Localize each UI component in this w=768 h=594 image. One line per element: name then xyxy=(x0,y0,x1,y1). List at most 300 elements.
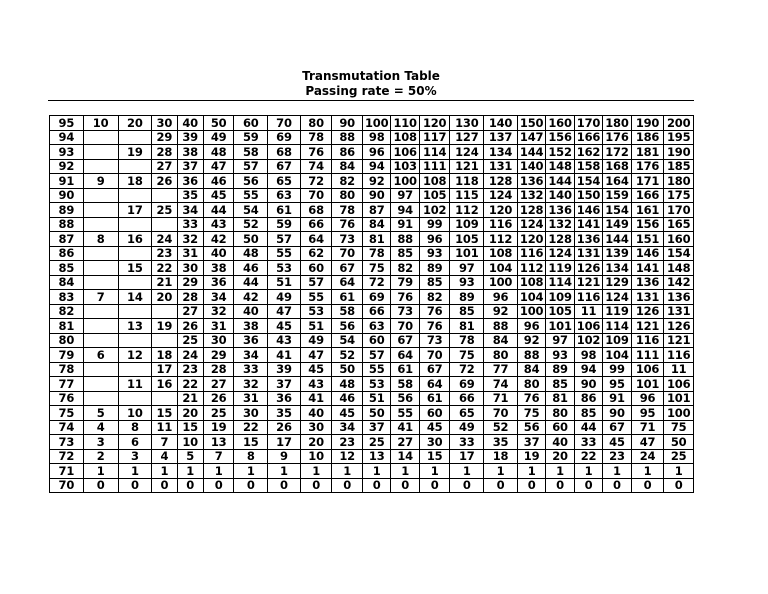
table-cell: 195 xyxy=(664,130,694,145)
table-cell: 4 xyxy=(83,420,118,435)
table-cell: 108 xyxy=(391,130,419,145)
table-cell: 160 xyxy=(546,116,574,131)
row-score-cell: 80 xyxy=(50,333,84,348)
table-cell: 151 xyxy=(631,232,664,247)
table-cell: 112 xyxy=(450,203,484,218)
table-cell: 1 xyxy=(177,464,203,479)
table-cell: 23 xyxy=(177,362,203,377)
table-cell: 10 xyxy=(177,435,203,450)
table-cell: 144 xyxy=(517,145,545,160)
table-cell: 0 xyxy=(664,478,694,493)
table-cell: 21 xyxy=(152,275,177,290)
table-cell: 142 xyxy=(664,275,694,290)
table-row xyxy=(50,377,694,392)
table-cell: 17 xyxy=(268,435,301,450)
table-cell: 76 xyxy=(332,217,363,232)
table-cell: 23 xyxy=(152,246,177,261)
table-cell: 106 xyxy=(574,319,602,334)
table-cell: 53 xyxy=(268,261,301,276)
table-cell: 22 xyxy=(152,261,177,276)
table-cell: 154 xyxy=(664,246,694,261)
table-cell: 90 xyxy=(362,188,390,203)
table-cell: 91 xyxy=(391,217,419,232)
table-cell: 14 xyxy=(391,449,419,464)
table-cell: 136 xyxy=(546,203,574,218)
table-cell: 124 xyxy=(603,290,631,305)
table-cell: 114 xyxy=(419,145,450,160)
table-cell: 56 xyxy=(332,319,363,334)
table-cell: 117 xyxy=(419,130,450,145)
table-cell: 8 xyxy=(83,232,118,247)
table-cell: 23 xyxy=(332,435,363,450)
table-cell: 81 xyxy=(450,319,484,334)
table-cell: 78 xyxy=(332,203,363,218)
table-cell: 88 xyxy=(484,319,518,334)
table-cell: 128 xyxy=(546,232,574,247)
table-cell xyxy=(118,159,152,174)
table-cell: 124 xyxy=(546,246,574,261)
table-cell: 92 xyxy=(484,304,518,319)
table-cell: 50 xyxy=(664,435,694,450)
table-cell: 96 xyxy=(631,391,664,406)
table-cell: 68 xyxy=(268,145,301,160)
table-cell xyxy=(118,275,152,290)
table-cell: 1 xyxy=(83,464,118,479)
table-cell: 166 xyxy=(631,188,664,203)
table-cell: 38 xyxy=(203,261,234,276)
table-cell: 2 xyxy=(83,449,118,464)
table-cell: 72 xyxy=(300,174,332,189)
table-cell: 126 xyxy=(631,304,664,319)
table-cell: 15 xyxy=(118,261,152,276)
table-cell: 76 xyxy=(300,145,332,160)
table-cell: 46 xyxy=(203,174,234,189)
table-cell: 93 xyxy=(546,348,574,363)
table-cell: 124 xyxy=(517,217,545,232)
row-score-cell: 81 xyxy=(50,319,84,334)
table-cell: 99 xyxy=(603,362,631,377)
table-cell: 111 xyxy=(419,159,450,174)
table-cell: 80 xyxy=(332,188,363,203)
table-cell: 105 xyxy=(546,304,574,319)
table-cell: 128 xyxy=(484,174,518,189)
table-cell xyxy=(118,362,152,377)
table-cell: 37 xyxy=(362,420,390,435)
table-cell: 136 xyxy=(574,232,602,247)
table-cell: 88 xyxy=(391,232,419,247)
table-row xyxy=(50,464,694,479)
table-cell: 108 xyxy=(419,174,450,189)
table-cell: 33 xyxy=(574,435,602,450)
table-cell: 1 xyxy=(300,464,332,479)
table-cell: 25 xyxy=(203,406,234,421)
table-cell: 60 xyxy=(362,333,390,348)
table-cell: 59 xyxy=(234,130,268,145)
table-cell: 140 xyxy=(484,116,518,131)
table-cell: 17 xyxy=(450,449,484,464)
table-cell: 52 xyxy=(332,348,363,363)
table-cell: 7 xyxy=(203,449,234,464)
table-cell: 134 xyxy=(484,145,518,160)
table-cell: 28 xyxy=(152,145,177,160)
table-cell: 100 xyxy=(484,275,518,290)
table-cell: 170 xyxy=(664,203,694,218)
table-cell: 124 xyxy=(450,145,484,160)
table-cell: 60 xyxy=(419,406,450,421)
table-cell: 146 xyxy=(574,203,602,218)
table-cell: 3 xyxy=(83,435,118,450)
table-cell: 85 xyxy=(546,377,574,392)
table-cell: 10 xyxy=(118,406,152,421)
table-cell: 50 xyxy=(203,116,234,131)
table-cell: 90 xyxy=(332,116,363,131)
table-row xyxy=(50,290,694,305)
table-cell: 79 xyxy=(391,275,419,290)
table-cell: 36 xyxy=(268,391,301,406)
table-cell: 121 xyxy=(664,333,694,348)
table-row xyxy=(50,420,694,435)
table-row xyxy=(50,203,694,218)
table-row xyxy=(50,275,694,290)
table-cell: 172 xyxy=(603,145,631,160)
table-cell: 55 xyxy=(234,188,268,203)
table-cell: 105 xyxy=(450,232,484,247)
row-score-cell: 92 xyxy=(50,159,84,174)
table-cell: 0 xyxy=(391,478,419,493)
table-cell: 70 xyxy=(332,246,363,261)
table-cell: 67 xyxy=(332,261,363,276)
table-cell: 108 xyxy=(484,246,518,261)
table-cell: 147 xyxy=(517,130,545,145)
table-cell: 0 xyxy=(118,478,152,493)
table-cell: 95 xyxy=(603,377,631,392)
table-cell: 1 xyxy=(574,464,602,479)
table-cell: 9 xyxy=(83,174,118,189)
table-cell: 0 xyxy=(546,478,574,493)
table-cell: 1 xyxy=(546,464,574,479)
table-cell: 12 xyxy=(332,449,363,464)
table-cell: 156 xyxy=(631,217,664,232)
table-cell: 76 xyxy=(419,319,450,334)
table-cell: 84 xyxy=(332,159,363,174)
table-cell: 109 xyxy=(603,333,631,348)
table-cell: 84 xyxy=(484,333,518,348)
table-cell: 47 xyxy=(268,304,301,319)
table-cell: 40 xyxy=(177,116,203,131)
table-cell: 7 xyxy=(152,435,177,450)
table-cell: 109 xyxy=(546,290,574,305)
table-cell: 110 xyxy=(391,116,419,131)
table-cell: 0 xyxy=(177,478,203,493)
table-cell: 68 xyxy=(300,203,332,218)
table-cell xyxy=(118,188,152,203)
table-cell: 3 xyxy=(118,449,152,464)
table-cell: 86 xyxy=(332,145,363,160)
table-cell: 11 xyxy=(664,362,694,377)
table-cell: 89 xyxy=(419,261,450,276)
table-cell: 15 xyxy=(177,420,203,435)
table-cell: 95 xyxy=(631,406,664,421)
table-cell: 27 xyxy=(391,435,419,450)
table-cell: 120 xyxy=(484,203,518,218)
table-cell: 19 xyxy=(203,420,234,435)
row-score-cell: 89 xyxy=(50,203,84,218)
row-score-cell: 71 xyxy=(50,464,84,479)
table-cell: 119 xyxy=(546,261,574,276)
table-cell xyxy=(83,188,118,203)
table-row xyxy=(50,188,694,203)
table-cell: 0 xyxy=(152,478,177,493)
table-cell: 80 xyxy=(300,116,332,131)
table-cell: 29 xyxy=(203,348,234,363)
table-cell: 74 xyxy=(300,159,332,174)
table-cell: 0 xyxy=(517,478,545,493)
table-cell: 1 xyxy=(664,464,694,479)
table-cell: 64 xyxy=(391,348,419,363)
table-cell: 100 xyxy=(391,174,419,189)
table-cell xyxy=(83,391,118,406)
table-cell: 105 xyxy=(419,188,450,203)
table-cell xyxy=(118,333,152,348)
table-cell: 72 xyxy=(450,362,484,377)
table-cell: 159 xyxy=(603,188,631,203)
table-cell: 25 xyxy=(362,435,390,450)
table-cell: 19 xyxy=(517,449,545,464)
table-row xyxy=(50,304,694,319)
table-cell: 67 xyxy=(268,159,301,174)
table-cell: 58 xyxy=(391,377,419,392)
table-cell: 46 xyxy=(234,261,268,276)
table-cell: 132 xyxy=(546,217,574,232)
table-cell: 89 xyxy=(450,290,484,305)
row-score-cell: 95 xyxy=(50,116,84,131)
table-cell: 6 xyxy=(83,348,118,363)
table-cell: 96 xyxy=(362,145,390,160)
table-cell xyxy=(83,130,118,145)
table-cell: 84 xyxy=(362,217,390,232)
table-cell xyxy=(152,304,177,319)
table-cell: 181 xyxy=(631,145,664,160)
table-cell xyxy=(118,217,152,232)
table-cell: 80 xyxy=(517,377,545,392)
table-cell: 13 xyxy=(362,449,390,464)
table-cell: 0 xyxy=(603,478,631,493)
table-cell: 43 xyxy=(268,333,301,348)
table-cell: 1 xyxy=(517,464,545,479)
table-cell: 31 xyxy=(234,391,268,406)
table-cell: 35 xyxy=(177,188,203,203)
table-cell: 80 xyxy=(484,348,518,363)
row-score-cell: 70 xyxy=(50,478,84,493)
table-cell: 93 xyxy=(450,275,484,290)
table-cell xyxy=(83,319,118,334)
table-cell: 47 xyxy=(631,435,664,450)
table-cell: 78 xyxy=(300,130,332,145)
row-score-cell: 79 xyxy=(50,348,84,363)
table-cell: 148 xyxy=(546,159,574,174)
table-cell: 63 xyxy=(268,188,301,203)
table-cell: 45 xyxy=(268,319,301,334)
table-cell: 57 xyxy=(268,232,301,247)
table-cell: 29 xyxy=(177,275,203,290)
table-cell: 1 xyxy=(332,464,363,479)
table-cell: 37 xyxy=(268,377,301,392)
table-cell: 103 xyxy=(391,159,419,174)
table-cell xyxy=(152,333,177,348)
table-cell: 90 xyxy=(603,406,631,421)
table-cell: 0 xyxy=(83,478,118,493)
table-cell: 41 xyxy=(268,348,301,363)
table-cell: 175 xyxy=(664,188,694,203)
table-cell: 4 xyxy=(152,449,177,464)
table-cell: 61 xyxy=(332,290,363,305)
table-cell: 97 xyxy=(546,333,574,348)
transmutation-table xyxy=(49,115,694,493)
table-cell: 49 xyxy=(300,333,332,348)
table-cell: 14 xyxy=(118,290,152,305)
table-cell: 88 xyxy=(517,348,545,363)
table-cell xyxy=(118,246,152,261)
table-cell: 15 xyxy=(152,406,177,421)
table-cell: 66 xyxy=(450,391,484,406)
table-cell: 52 xyxy=(484,420,518,435)
table-cell xyxy=(83,246,118,261)
table-cell: 1 xyxy=(234,464,268,479)
table-cell: 12 xyxy=(118,348,152,363)
row-score-cell: 72 xyxy=(50,449,84,464)
row-score-cell: 76 xyxy=(50,391,84,406)
table-cell: 18 xyxy=(484,449,518,464)
table-cell: 34 xyxy=(234,348,268,363)
table-cell: 75 xyxy=(517,406,545,421)
table-cell: 121 xyxy=(450,159,484,174)
table-cell: 15 xyxy=(419,449,450,464)
table-cell: 45 xyxy=(603,435,631,450)
table-cell: 200 xyxy=(664,116,694,131)
table-cell: 18 xyxy=(152,348,177,363)
table-cell: 165 xyxy=(664,217,694,232)
table-cell: 162 xyxy=(574,145,602,160)
table-cell xyxy=(83,217,118,232)
row-score-cell: 74 xyxy=(50,420,84,435)
table-cell: 1 xyxy=(152,464,177,479)
table-cell: 88 xyxy=(332,130,363,145)
table-cell: 61 xyxy=(391,362,419,377)
table-cell: 120 xyxy=(517,232,545,247)
table-cell: 116 xyxy=(664,348,694,363)
table-cell: 94 xyxy=(391,203,419,218)
table-cell: 5 xyxy=(83,406,118,421)
table-cell: 137 xyxy=(484,130,518,145)
table-cell: 13 xyxy=(203,435,234,450)
table-cell: 190 xyxy=(664,145,694,160)
table-cell: 164 xyxy=(603,174,631,189)
table-cell: 176 xyxy=(631,159,664,174)
table-cell: 26 xyxy=(177,319,203,334)
table-cell: 33 xyxy=(177,217,203,232)
table-cell: 116 xyxy=(517,246,545,261)
table-row xyxy=(50,246,694,261)
table-row xyxy=(50,145,694,160)
table-cell xyxy=(83,145,118,160)
page-subtitle: Passing rate = 50% xyxy=(305,84,437,98)
table-cell: 58 xyxy=(332,304,363,319)
table-cell: 26 xyxy=(152,174,177,189)
table-cell: 26 xyxy=(203,391,234,406)
table-cell: 1 xyxy=(484,464,518,479)
table-cell: 81 xyxy=(362,232,390,247)
table-cell: 100 xyxy=(664,406,694,421)
table-cell xyxy=(152,188,177,203)
table-cell: 30 xyxy=(152,116,177,131)
table-cell: 30 xyxy=(234,406,268,421)
table-cell: 41 xyxy=(300,391,332,406)
table-cell: 20 xyxy=(546,449,574,464)
table-cell xyxy=(152,217,177,232)
table-cell: 42 xyxy=(234,290,268,305)
table-cell: 94 xyxy=(362,159,390,174)
table-cell: 45 xyxy=(332,406,363,421)
table-cell: 33 xyxy=(450,435,484,450)
table-cell: 32 xyxy=(234,377,268,392)
table-cell: 134 xyxy=(603,261,631,276)
table-cell: 130 xyxy=(450,116,484,131)
table-cell xyxy=(83,362,118,377)
table-cell: 71 xyxy=(631,420,664,435)
table-cell: 166 xyxy=(574,130,602,145)
table-cell: 69 xyxy=(450,377,484,392)
table-cell: 144 xyxy=(603,232,631,247)
table-cell: 32 xyxy=(203,304,234,319)
table-cell: 24 xyxy=(177,348,203,363)
table-cell: 49 xyxy=(203,130,234,145)
table-row xyxy=(50,319,694,334)
table-cell: 73 xyxy=(419,333,450,348)
table-cell: 8 xyxy=(234,449,268,464)
table-cell xyxy=(83,203,118,218)
table-cell: 76 xyxy=(517,391,545,406)
table-cell: 13 xyxy=(118,319,152,334)
table-cell: 51 xyxy=(362,391,390,406)
table-cell: 152 xyxy=(546,145,574,160)
table-cell: 93 xyxy=(419,246,450,261)
table-cell: 39 xyxy=(177,130,203,145)
table-cell: 20 xyxy=(118,116,152,131)
table-cell: 104 xyxy=(484,261,518,276)
table-cell: 24 xyxy=(152,232,177,247)
table-cell: 28 xyxy=(177,290,203,305)
table-cell: 121 xyxy=(574,275,602,290)
table-cell: 62 xyxy=(300,246,332,261)
table-cell: 70 xyxy=(300,188,332,203)
table-cell: 27 xyxy=(177,304,203,319)
row-score-cell: 84 xyxy=(50,275,84,290)
table-cell: 82 xyxy=(391,261,419,276)
table-cell: 116 xyxy=(574,290,602,305)
table-cell: 131 xyxy=(574,246,602,261)
table-cell: 11 xyxy=(118,377,152,392)
table-cell: 66 xyxy=(300,217,332,232)
table-cell: 104 xyxy=(603,348,631,363)
table-cell: 146 xyxy=(631,246,664,261)
table-cell: 116 xyxy=(484,217,518,232)
table-cell: 72 xyxy=(362,275,390,290)
table-cell: 42 xyxy=(203,232,234,247)
table-cell: 51 xyxy=(268,275,301,290)
table-cell: 140 xyxy=(546,188,574,203)
table-cell xyxy=(83,275,118,290)
table-cell: 16 xyxy=(152,377,177,392)
